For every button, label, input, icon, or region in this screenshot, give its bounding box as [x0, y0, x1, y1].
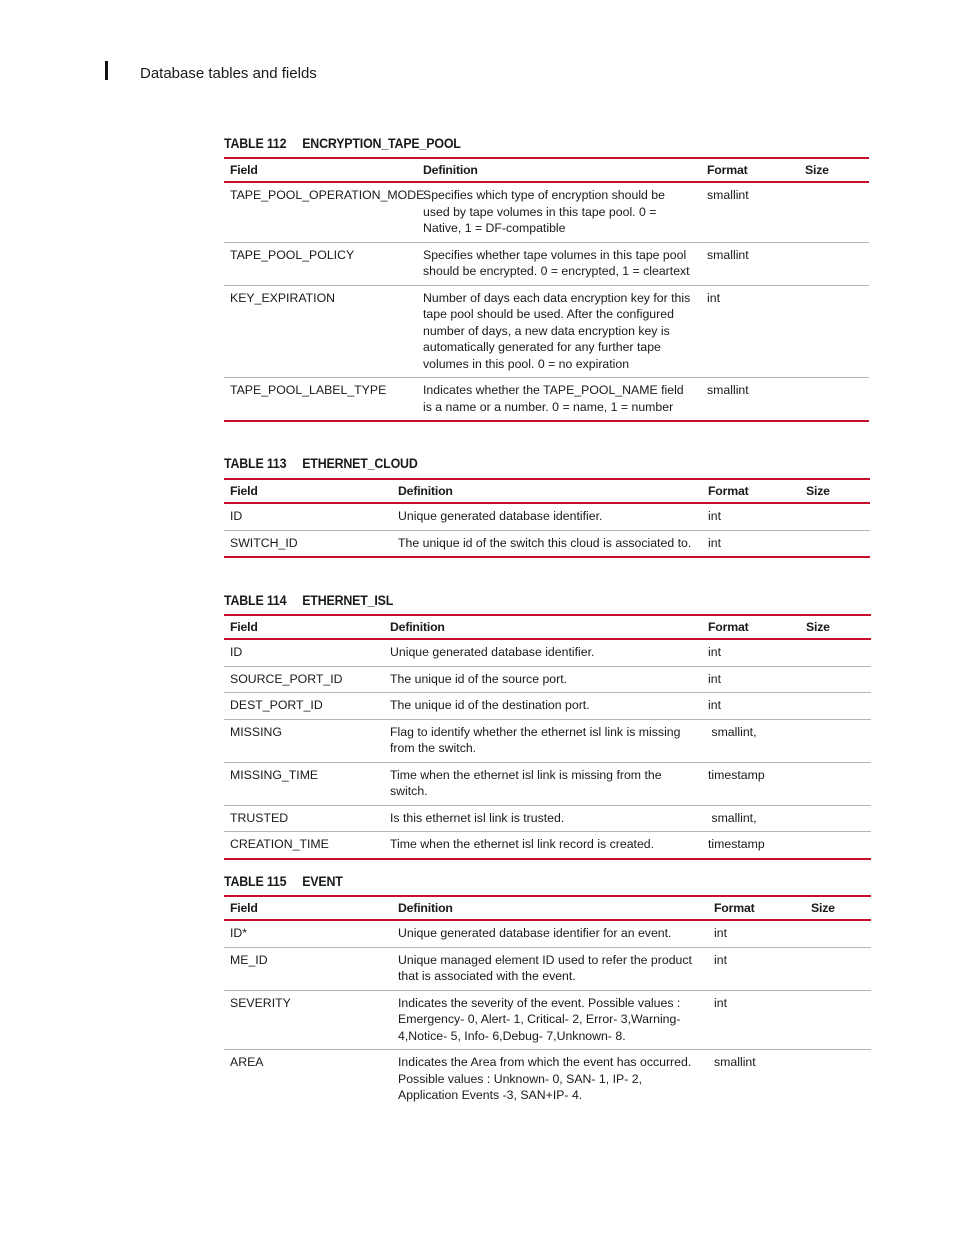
column-header: Format	[708, 620, 749, 634]
format-cell: int	[708, 645, 721, 659]
table-number: TABLE 115	[224, 874, 287, 889]
table-caption	[224, 136, 817, 152]
data-table	[224, 157, 869, 422]
format-cell: smallint	[707, 383, 749, 397]
field-cell: ID*	[230, 926, 248, 940]
column-header: Field	[230, 484, 258, 498]
field-cell: DEST_PORT_ID	[230, 698, 323, 712]
format-cell: timestamp	[708, 767, 765, 782]
field-cell: KEY_EXPIRATION	[230, 290, 336, 305]
table-event	[224, 874, 871, 1102]
field-cell: AREA	[230, 1055, 264, 1069]
size-cell	[800, 719, 871, 762]
table-number: TABLE 113	[224, 456, 287, 471]
definition-cell: Flag to identify whether the ethernet isl link is missing from the switch.	[390, 724, 681, 755]
column-header: Field	[230, 620, 258, 634]
size-cell	[805, 920, 871, 947]
table-header-row	[224, 479, 870, 503]
field-cell: TAPE_POOL_POLICY	[230, 247, 355, 262]
column-header: Definition	[390, 620, 445, 634]
field-cell: MISSING_TIME	[230, 767, 319, 782]
size-cell	[800, 693, 871, 720]
size-cell	[800, 530, 870, 557]
table-name: ENCRYPTION_TAPE_POOL	[302, 136, 461, 151]
definition-cell: Indicates the Area from which the event has occurred. Possible values : Unknown- 0, SAN- 1, IP- 2, Application Events -3, SAN+IP- 4.	[398, 1055, 692, 1102]
table-row	[224, 920, 871, 947]
definition-cell: Time when the ethernet isl link record is created.	[390, 837, 655, 851]
field-cell: ID	[230, 645, 243, 659]
table-row	[224, 693, 871, 720]
size-cell	[799, 182, 869, 242]
format-cell: int	[714, 995, 727, 1010]
table-row	[224, 832, 871, 859]
format-cell: smallint	[707, 188, 749, 202]
field-cell: SEVERITY	[230, 995, 291, 1010]
table-caption	[224, 593, 819, 609]
field-cell: TAPE_POOL_OPERATION_MODE	[230, 188, 425, 202]
column-header: Size	[811, 901, 835, 915]
field-cell: ME_ID	[230, 952, 268, 967]
table-row	[224, 1050, 871, 1109]
change-bar	[105, 61, 108, 80]
field-cell: TAPE_POOL_LABEL_TYPE	[230, 383, 387, 397]
table-row	[224, 503, 870, 530]
definition-cell: The unique id of the destination port.	[390, 698, 590, 712]
format-cell: int	[714, 926, 727, 940]
column-header: Field	[230, 901, 258, 915]
table-row	[224, 947, 871, 990]
field-cell: CREATION_TIME	[230, 837, 329, 851]
definition-cell: Specifies which type of encryption should be used by tape volumes in this tape pool. 0 = Native, 1 = DF-compatible	[423, 188, 665, 235]
table-row	[224, 990, 871, 1050]
definition-cell: The unique id of the switch this cloud is associated to.	[398, 535, 692, 550]
definition-cell: Unique generated database identifier.	[398, 509, 603, 523]
format-cell: int	[708, 698, 721, 712]
format-cell: int	[708, 535, 721, 550]
definition-cell: Unique managed element ID used to refer the product that is associated with the event.	[398, 952, 692, 983]
size-cell	[800, 805, 871, 832]
size-cell	[805, 1050, 871, 1109]
column-header: Definition	[423, 163, 478, 177]
table-row	[224, 285, 869, 378]
table-row	[224, 182, 869, 242]
definition-cell: Unique generated database identifier.	[390, 645, 595, 659]
table-name: ETHERNET_CLOUD	[302, 456, 418, 471]
field-cell: MISSING	[230, 724, 282, 739]
field-cell: SWITCH_ID	[230, 535, 298, 550]
field-cell: SOURCE_PORT_ID	[230, 671, 343, 686]
table-number: TABLE 114	[224, 593, 287, 608]
definition-cell: Specifies whether tape volumes in this tape pool should be encrypted. 0 = encrypted, 1 = cleartext	[423, 247, 690, 278]
format-cell: smallint	[707, 247, 749, 262]
table-ethernet-isl	[224, 593, 871, 851]
size-cell	[800, 832, 871, 859]
table-header-row	[224, 615, 871, 639]
format-cell: int	[714, 952, 727, 967]
field-cell: TRUSTED	[230, 810, 289, 825]
format-cell: int	[708, 671, 721, 686]
table-row	[224, 719, 871, 762]
table-row	[224, 762, 871, 805]
definition-cell: Time when the ethernet isl link is missing from the switch.	[390, 767, 662, 798]
definition-cell: The unique id of the source port.	[390, 671, 568, 686]
table-ethernet-cloud	[224, 456, 870, 550]
data-table	[224, 895, 871, 1109]
definition-cell: Unique generated database identifier for an event.	[398, 926, 672, 940]
definition-cell: Indicates the severity of the event. Possible values : Emergency- 0, Alert- 1, Critical- 2, Error- 3,Warning- 4,Notice- 5, Info- 6,Debug- 7,Unknown- 8.	[398, 995, 681, 1043]
column-header: Field	[230, 163, 258, 177]
definition-cell: Number of days each data encryption key for this tape pool should be used. After the configured number of days, a new data encryption key is automatically generated for any further tape volumes in this pool. 0 = no expiration	[423, 290, 691, 371]
table-row	[224, 378, 869, 422]
size-cell	[800, 762, 871, 805]
data-table	[224, 614, 871, 860]
size-cell	[799, 378, 869, 422]
definition-cell: Is this ethernet isl link is trusted.	[390, 810, 565, 825]
table-name: ETHERNET_ISL	[302, 593, 394, 608]
column-header: Size	[806, 484, 830, 498]
table-row	[224, 805, 871, 832]
column-header: Definition	[398, 901, 453, 915]
format-cell: smallint,	[708, 724, 757, 739]
column-header: Definition	[398, 484, 453, 498]
size-cell	[805, 947, 871, 990]
column-header: Size	[805, 163, 829, 177]
data-table	[224, 478, 870, 558]
table-header-row	[224, 158, 869, 182]
column-header: Format	[714, 901, 755, 915]
table-name: EVENT	[302, 874, 343, 889]
format-cell: int	[708, 509, 721, 523]
table-number: TABLE 112	[224, 136, 287, 151]
column-header: Format	[708, 484, 749, 498]
table-row	[224, 639, 871, 666]
format-cell: smallint,	[708, 810, 757, 825]
size-cell	[800, 503, 870, 530]
format-cell: smallint	[714, 1055, 756, 1069]
field-cell: ID	[230, 509, 243, 523]
table-caption	[224, 456, 818, 472]
format-cell: int	[707, 290, 720, 305]
table-row	[224, 666, 871, 693]
size-cell	[799, 242, 869, 285]
size-cell	[799, 285, 869, 378]
column-header: Format	[707, 163, 748, 177]
table-row	[224, 530, 870, 557]
format-cell: timestamp	[708, 837, 765, 851]
table-header-row	[224, 896, 871, 920]
definition-cell: Indicates whether the TAPE_POOL_NAME field is a name or a number. 0 = name, 1 = number	[423, 383, 684, 414]
size-cell	[805, 990, 871, 1050]
table-caption	[224, 874, 819, 890]
table-encryption-tape-pool	[224, 136, 869, 414]
page-header: Database tables and fields	[140, 65, 317, 82]
size-cell	[800, 639, 871, 666]
table-row	[224, 242, 869, 285]
column-header: Size	[806, 620, 830, 634]
size-cell	[800, 666, 871, 693]
